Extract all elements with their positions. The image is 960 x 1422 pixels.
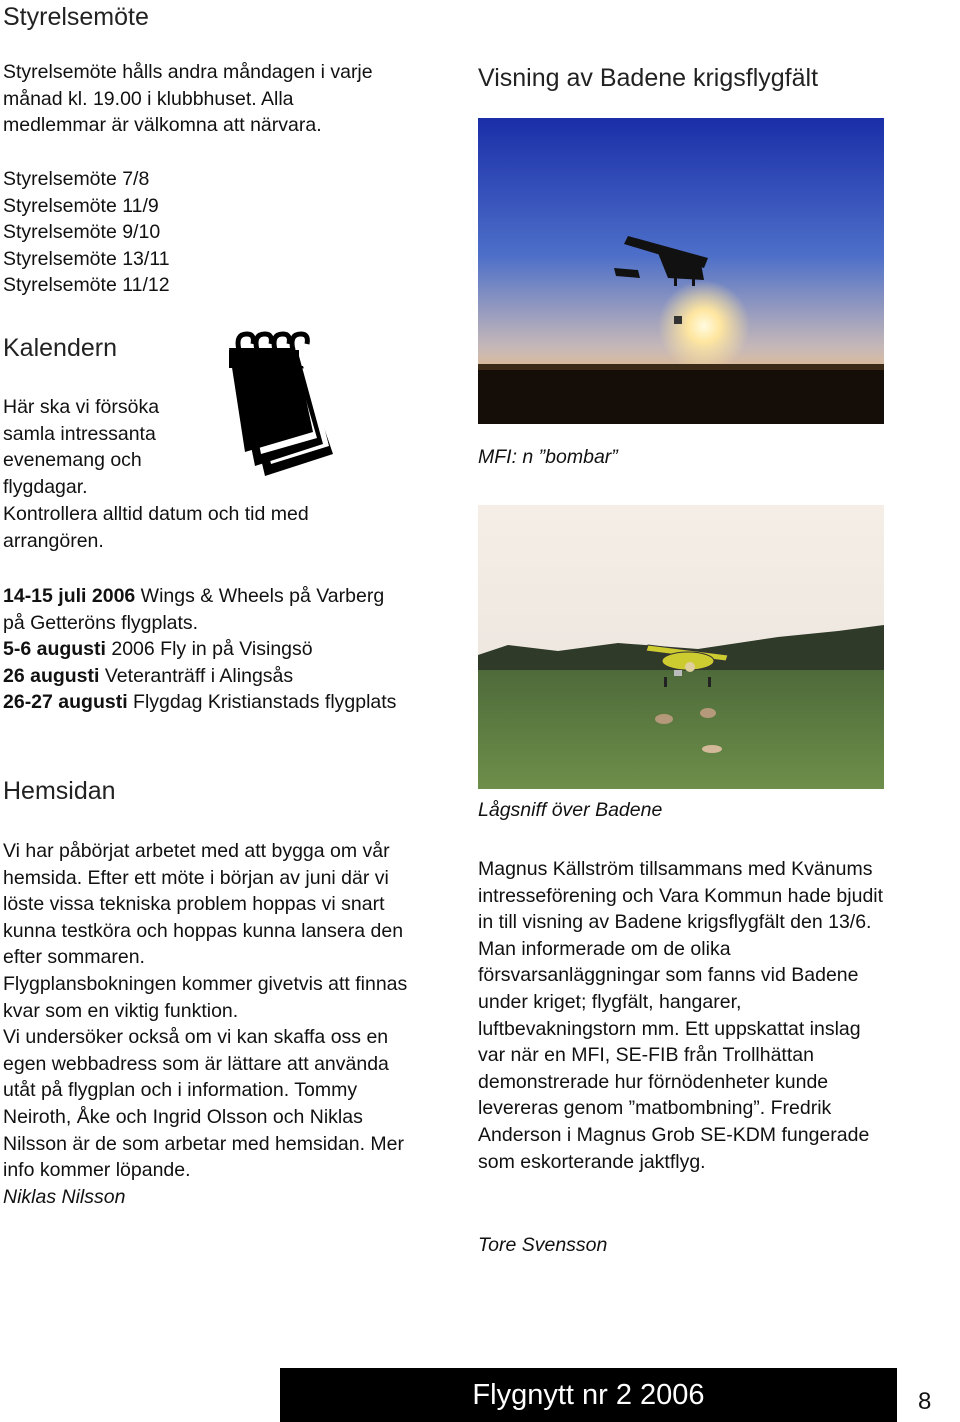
styrelse-date: Styrelsemöte 11/9 bbox=[3, 194, 159, 217]
styrelse-date: Styrelsemöte 7/8 bbox=[3, 168, 150, 190]
lowpass-plane-photo bbox=[478, 505, 884, 789]
event-date: 14-15 juli 2006 bbox=[3, 585, 136, 607]
photo2-caption: Lågsniff över Badene bbox=[478, 799, 663, 821]
event-text: Wings & Wheels på Varberg på Getteröns flygplats. bbox=[3, 585, 385, 634]
footer-title: Flygnytt nr 2 2006 bbox=[280, 1368, 897, 1422]
styrelse-date: Styrelsemöte 11/12 bbox=[3, 274, 170, 297]
styrelse-date: Styrelsemöte 9/10 bbox=[3, 221, 161, 244]
styrelse-date-list bbox=[3, 166, 170, 299]
styrelse-date: Styrelsemöte 13/11 bbox=[3, 247, 170, 270]
photo1-caption: MFI: n ”bombar” bbox=[478, 446, 618, 468]
article-body: Magnus Källström tillsammans med Kvänums intresseförening och Vara Kommun hade bjudit in till visning av Badene krigsflygfält den 13/6. Man informerade om de olika försvarsanläggningar som fanns vid Badene under kriget; flygfält, hangarer, luftbevakningstorn mm. Ett uppskattat inslag var när en MFI, SE-FIB från Trollhättan demonstrerade hur förnödenheter kunde levereras genom ”matbombning”. Fredrik Anderson i Magnus Grob SE-KDM fungerade som eskorterande jaktflyg. bbox=[478, 858, 884, 1173]
event-item bbox=[3, 689, 403, 716]
event-item bbox=[3, 663, 403, 690]
article-heading: Visning av Badene krigsflygfält bbox=[478, 64, 819, 92]
event-text: Veteranträff i Alingsås bbox=[99, 664, 294, 687]
article-author: Tore Svensson bbox=[478, 1234, 608, 1256]
kalender-note: Kontrollera alltid datum och tid med arrangören. bbox=[3, 503, 309, 552]
hemsidan-body bbox=[3, 838, 408, 1210]
page-number: 8 bbox=[918, 1388, 932, 1415]
event-date: 26-27 augusti bbox=[3, 691, 128, 714]
hemsidan-paragraph: Vi har påbörjat arbetet med att bygga om vår hemsida. Efter ett möte i början av juni där vi löste vissa tekniska problem hoppas vi snart kunna testköra och hoppas kunna lansera den efter sommaren. bbox=[3, 840, 404, 969]
sunset-plane-photo bbox=[478, 118, 884, 424]
kalender-heading: Kalendern bbox=[3, 334, 117, 362]
hemsidan-author: Niklas Nilsson bbox=[3, 1185, 126, 1208]
event-date: 5-6 augusti bbox=[3, 638, 106, 661]
event-date: 26 augusti bbox=[3, 664, 100, 687]
event-item bbox=[3, 583, 403, 636]
hemsidan-paragraph: Vi undersöker också om vi kan skaffa oss en egen webbadress som är lättare att använda utåt på flygplan och i information. Tommy Neiroth, Åke och Ingrid Olsson och Niklas Nilsson är de som arbetar med hemsidan. Mer info kommer löpande. bbox=[3, 1026, 404, 1182]
styrelse-intro: Styrelsemöte hålls andra måndagen i varje månad kl. 19.00 i klubbhuset. Alla medlemmar är välkomna att närvara. bbox=[3, 61, 373, 137]
calendar-icon bbox=[225, 326, 340, 486]
event-item bbox=[3, 636, 403, 663]
event-text: Flygdag Kristianstads flygplats bbox=[127, 691, 397, 714]
kalender-intro: Här ska vi försöka samla intressanta evenemang och flygdagar. bbox=[3, 396, 160, 498]
hemsidan-paragraph: Flygplansbokningen kommer givetvis att finnas kvar som en viktig funktion. bbox=[3, 972, 408, 1022]
kalender-events bbox=[3, 583, 403, 716]
styrelse-heading: Styrelsemöte bbox=[3, 3, 149, 31]
hemsidan-heading: Hemsidan bbox=[3, 777, 116, 805]
event-text: 2006 Fly in på Visingsö bbox=[105, 638, 313, 661]
